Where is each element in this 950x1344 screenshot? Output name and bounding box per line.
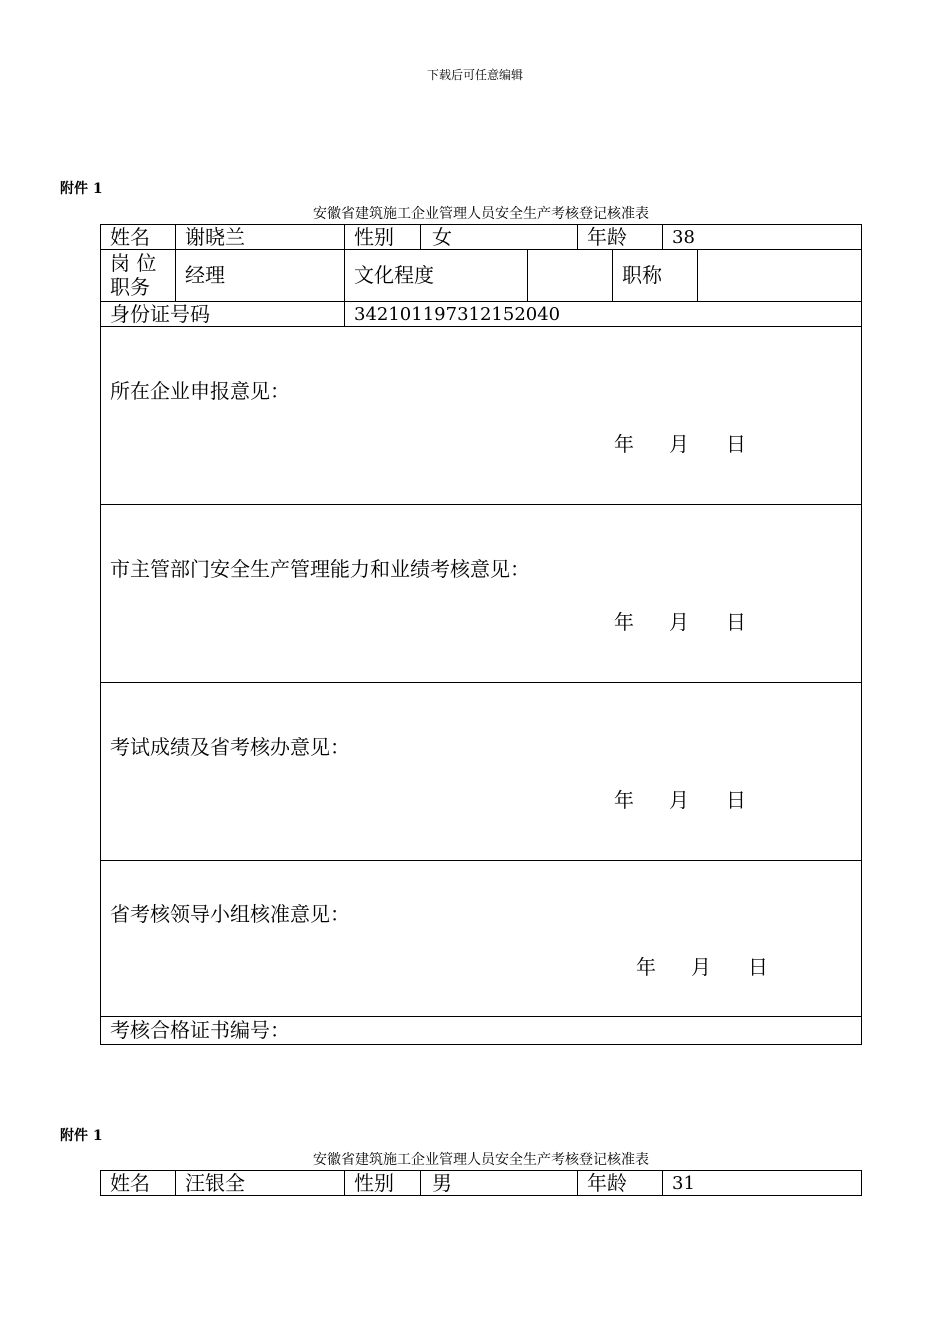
date-day: 日	[726, 610, 746, 634]
date-year: 年	[614, 610, 634, 634]
position-label-line1: 岗 位	[110, 251, 157, 275]
attachment-label: 附件 1	[60, 1128, 103, 1144]
id-label: 身份证号码	[110, 302, 210, 326]
education-label: 文化程度	[354, 263, 434, 287]
date-day: 日	[726, 432, 746, 456]
leadership-opinion-label: 省考核领导小组核准意见：	[110, 902, 350, 926]
date-year: 年	[614, 432, 634, 456]
age-value: 38	[672, 227, 695, 248]
id-number-value: 342101197312152040	[354, 304, 561, 325]
date-month: 月	[669, 432, 689, 456]
gender-value: 女	[432, 225, 452, 249]
enterprise-opinion-label: 所在企业申报意见：	[110, 379, 290, 403]
age-label: 年龄	[587, 1171, 627, 1195]
date-month: 月	[669, 788, 689, 812]
date-year: 年	[636, 955, 656, 979]
name-value: 汪银全	[185, 1171, 245, 1195]
position-value: 经理	[185, 263, 225, 287]
age-label: 年龄	[587, 225, 627, 249]
date-day: 日	[748, 955, 768, 979]
exam-opinion-label: 考试成绩及省考核办意见：	[110, 735, 350, 759]
date-month: 月	[691, 955, 711, 979]
name-label: 姓名	[110, 1171, 150, 1195]
attachment-label: 附件 1	[60, 181, 103, 197]
city-dept-opinion-label: 市主管部门安全生产管理能力和业绩考核意见：	[110, 557, 530, 581]
certificate-number-label: 考核合格证书编号：	[110, 1018, 290, 1042]
gender-value: 男	[432, 1171, 452, 1195]
gender-label: 性别	[354, 225, 394, 249]
header-note: 下载后可任意编辑	[426, 68, 523, 82]
form-title: 安徽省建筑施工企业管理人员安全生产考核登记核准表	[313, 206, 649, 222]
date-month: 月	[669, 610, 689, 634]
date-year: 年	[614, 788, 634, 812]
position-label-line2: 职务	[110, 275, 150, 299]
age-value: 31	[672, 1173, 695, 1194]
date-day: 日	[726, 788, 746, 812]
job-title-label: 职称	[622, 263, 662, 287]
gender-label: 性别	[354, 1171, 394, 1195]
name-value: 谢晓兰	[185, 225, 245, 249]
name-label: 姓名	[110, 225, 150, 249]
form-title: 安徽省建筑施工企业管理人员安全生产考核登记核准表	[313, 1152, 649, 1168]
